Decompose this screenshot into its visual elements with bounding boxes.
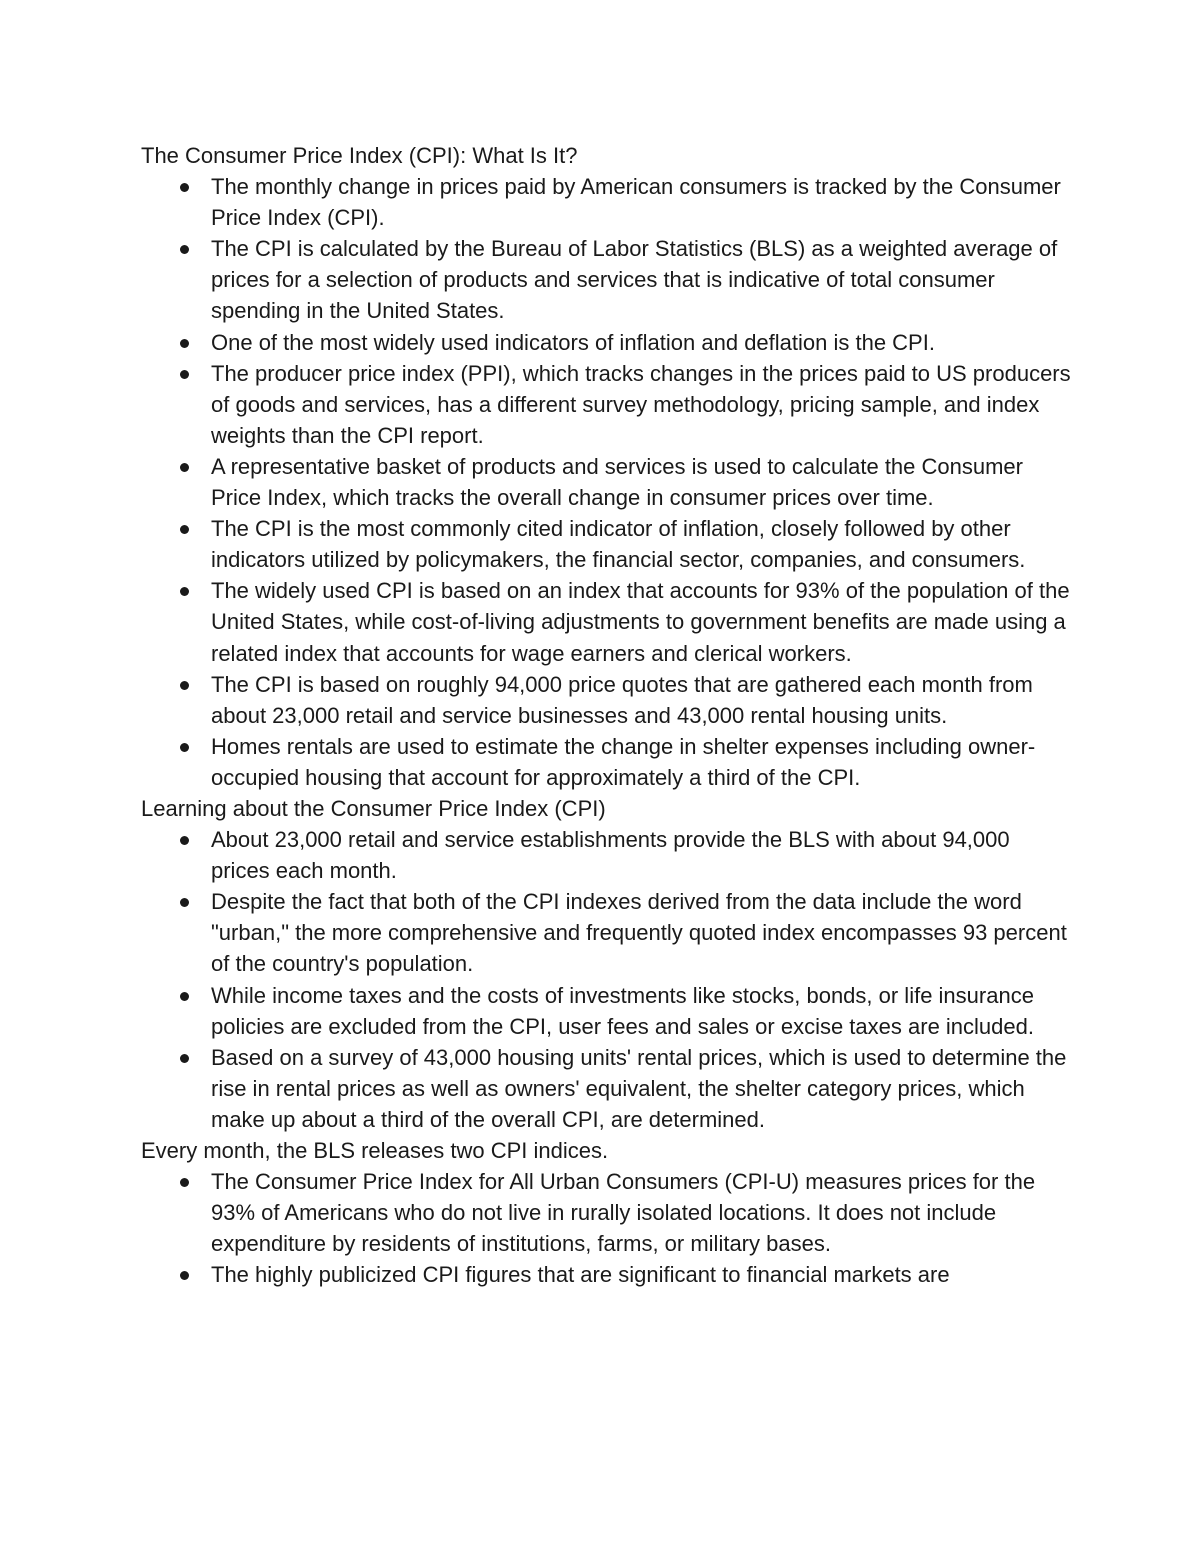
list-item	[141, 1166, 1071, 1259]
list-item-text: One of the most widely used indicators of inflation and deflation is the CPI.	[211, 329, 935, 355]
bullet-icon	[180, 525, 189, 534]
document-page	[141, 140, 1071, 1290]
bullet-icon	[180, 1054, 189, 1063]
list-item	[141, 1259, 1071, 1290]
list-item-text: The CPI is calculated by the Bureau of Labor Statistics (BLS) as a weighted average of prices for a selection of products and services that is indicative of total consumer spending in the United States.	[211, 236, 1058, 324]
bullet-list	[141, 1166, 1071, 1290]
list-item-text: A representative basket of products and services is used to calculate the Consumer Price Index, which tracks the overall change in consumer prices over time.	[211, 453, 1023, 511]
bullet-icon	[180, 743, 189, 752]
list-item	[141, 171, 1071, 233]
list-item-text: About 23,000 retail and service establishments provide the BLS with about 94,000 prices each month.	[211, 827, 1010, 884]
list-item	[141, 980, 1071, 1042]
bullet-icon	[180, 1178, 189, 1187]
bullet-icon	[180, 836, 189, 845]
bullet-icon	[180, 992, 189, 1001]
list-item	[141, 731, 1071, 793]
list-item-text: Homes rentals are used to estimate the change in shelter expenses including owner-occupied housing that account for approximately a third of the CPI.	[211, 733, 1036, 790]
list-item-text: The widely used CPI is based on an index that accounts for 93% of the population of the United States, while cost-of-living adjustments to government benefits are made using a related index that accounts for wage earners and clerical workers.	[211, 578, 1070, 666]
list-item	[141, 358, 1071, 451]
bullet-icon	[180, 463, 189, 472]
list-item	[141, 1042, 1071, 1135]
list-item	[141, 575, 1071, 668]
list-item-text: The monthly change in prices paid by American consumers is tracked by the Consumer Price Index (CPI).	[211, 174, 1061, 231]
section-heading: The Consumer Price Index (CPI): What Is It?	[141, 143, 578, 168]
bullet-icon	[180, 183, 189, 192]
list-item	[141, 886, 1071, 979]
bullet-icon	[180, 587, 189, 596]
list-item-text: The highly publicized CPI figures that are significant to financial markets are	[211, 1262, 950, 1288]
bullet-icon	[180, 898, 189, 907]
bullet-icon	[180, 1271, 189, 1280]
list-item	[141, 513, 1071, 575]
section-heading: Learning about the Consumer Price Index (CPI)	[141, 795, 606, 821]
bullet-list	[141, 824, 1071, 1135]
list-item-text: While income taxes and the costs of investments like stocks, bonds, or life insurance policies are excluded from the CPI, user fees and sales or excise taxes are included.	[211, 982, 1034, 1039]
bullet-icon	[180, 681, 189, 690]
list-item-text: The CPI is based on roughly 94,000 price quotes that are gathered each month from about 23,000 retail and service businesses and 43,000 rental housing units.	[211, 671, 1033, 728]
bullet-icon	[180, 370, 189, 379]
list-item-text: The CPI is the most commonly cited indicator of inflation, closely followed by other indicators utilized by policymakers, the financial sector, companies, and consumers.	[211, 516, 1026, 573]
bullet-icon	[180, 245, 189, 254]
list-item-text: Based on a survey of 43,000 housing units' rental prices, which is used to determine the rise in rental prices as well as owners' equivalent, the shelter category prices, which make up about a third of the overall CPI, are determined.	[211, 1044, 1067, 1132]
bullet-icon	[180, 339, 189, 348]
list-item-text: The producer price index (PPI), which tracks changes in the prices paid to US producers of goods and services, has a different survey methodology, pricing sample, and index weights than the CPI report.	[211, 360, 1071, 448]
bullet-list	[141, 171, 1071, 793]
list-item-text: Despite the fact that both of the CPI indexes derived from the data include the word "urban," the more comprehensive and frequently quoted index encompasses 93 percent of the country's population.	[211, 889, 1067, 977]
list-item	[141, 233, 1071, 326]
list-item	[141, 327, 1071, 358]
list-item	[141, 451, 1071, 513]
list-item-text: The Consumer Price Index for All Urban Consumers (CPI-U) measures prices for the 93% of Americans who do not live in rurally isolated locations. It does not include expenditure by residents of institutions, farms, or military bases.	[211, 1169, 1036, 1257]
list-item	[141, 669, 1071, 731]
section-heading: Every month, the BLS releases two CPI indices.	[141, 1138, 609, 1163]
list-item	[141, 824, 1071, 886]
